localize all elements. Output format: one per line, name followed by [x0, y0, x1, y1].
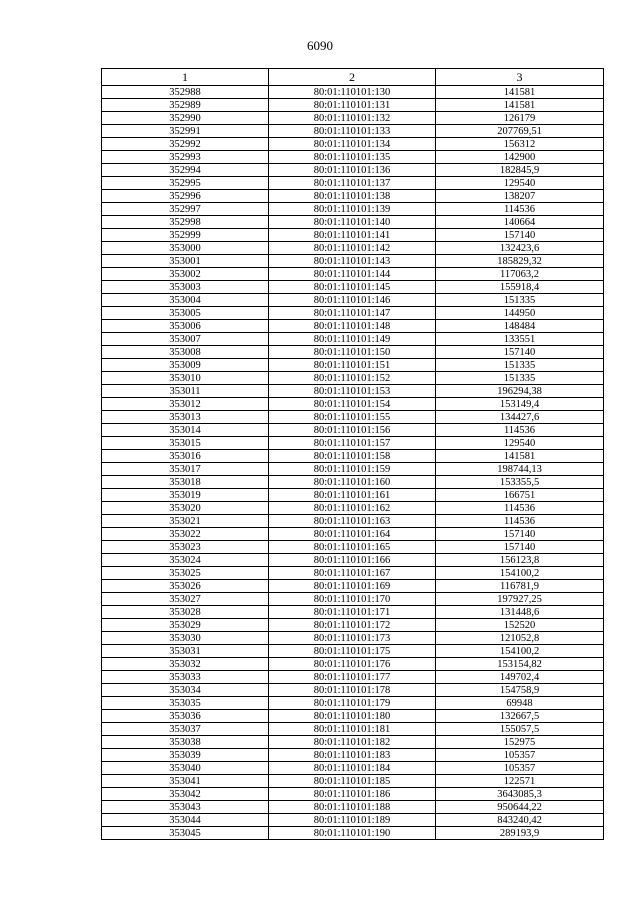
value-cell: 149702,4	[436, 671, 604, 684]
value-cell: 185829,32	[436, 255, 604, 268]
table-row	[102, 476, 604, 489]
table-row	[102, 645, 604, 658]
column-header-2: 2	[269, 69, 436, 86]
table-row	[102, 736, 604, 749]
table-row	[102, 463, 604, 476]
table-row	[102, 372, 604, 385]
value-cell: 196294,38	[436, 385, 604, 398]
record-number-cell: 353039	[102, 749, 269, 762]
cadastral-number-cell: 80:01:110101:137	[269, 177, 436, 190]
table-row	[102, 138, 604, 151]
cadastral-number-cell: 80:01:110101:185	[269, 775, 436, 788]
cadastral-number-cell: 80:01:110101:145	[269, 281, 436, 294]
record-number-cell: 353035	[102, 697, 269, 710]
cadastral-number-cell: 80:01:110101:157	[269, 437, 436, 450]
record-number-cell: 353014	[102, 424, 269, 437]
record-number-cell: 353034	[102, 684, 269, 697]
column-header-1: 1	[102, 69, 269, 86]
value-cell: 155918,4	[436, 281, 604, 294]
value-cell: 207769,51	[436, 125, 604, 138]
record-number-cell: 353037	[102, 723, 269, 736]
value-cell: 142900	[436, 151, 604, 164]
value-cell: 141581	[436, 450, 604, 463]
cadastral-number-cell: 80:01:110101:144	[269, 268, 436, 281]
cadastral-number-cell: 80:01:110101:130	[269, 86, 436, 99]
record-number-cell: 352995	[102, 177, 269, 190]
record-number-cell: 353000	[102, 242, 269, 255]
record-number-cell: 352990	[102, 112, 269, 125]
value-cell: 198744,13	[436, 463, 604, 476]
record-number-cell: 352998	[102, 216, 269, 229]
table-row	[102, 125, 604, 138]
table-row	[102, 177, 604, 190]
value-cell: 141581	[436, 99, 604, 112]
value-cell: 121052,8	[436, 632, 604, 645]
cadastral-number-cell: 80:01:110101:138	[269, 190, 436, 203]
cadastral-number-cell: 80:01:110101:163	[269, 515, 436, 528]
table-row	[102, 684, 604, 697]
table-row	[102, 814, 604, 827]
record-number-cell: 353033	[102, 671, 269, 684]
record-number-cell: 353042	[102, 788, 269, 801]
cadastral-number-cell: 80:01:110101:159	[269, 463, 436, 476]
record-number-cell: 353011	[102, 385, 269, 398]
table-row	[102, 528, 604, 541]
cadastral-number-cell: 80:01:110101:136	[269, 164, 436, 177]
cadastral-number-cell: 80:01:110101:171	[269, 606, 436, 619]
record-number-cell: 353036	[102, 710, 269, 723]
record-number-cell: 352988	[102, 86, 269, 99]
record-number-cell: 353029	[102, 619, 269, 632]
table-row	[102, 710, 604, 723]
value-cell: 152975	[436, 736, 604, 749]
cadastral-number-cell: 80:01:110101:149	[269, 333, 436, 346]
cadastral-number-cell: 80:01:110101:142	[269, 242, 436, 255]
cadastral-number-cell: 80:01:110101:156	[269, 424, 436, 437]
table-row	[102, 333, 604, 346]
table-header-row	[102, 69, 604, 86]
value-cell: 157140	[436, 229, 604, 242]
record-number-cell: 353002	[102, 268, 269, 281]
table-row	[102, 151, 604, 164]
value-cell: 122571	[436, 775, 604, 788]
cadastral-number-cell: 80:01:110101:150	[269, 346, 436, 359]
value-cell: 154758,9	[436, 684, 604, 697]
table-row	[102, 112, 604, 125]
record-number-cell: 353005	[102, 307, 269, 320]
cadastral-number-cell: 80:01:110101:170	[269, 593, 436, 606]
cadastral-number-cell: 80:01:110101:146	[269, 294, 436, 307]
record-number-cell: 353010	[102, 372, 269, 385]
cadastral-number-cell: 80:01:110101:135	[269, 151, 436, 164]
cadastral-number-cell: 80:01:110101:148	[269, 320, 436, 333]
value-cell: 129540	[436, 177, 604, 190]
cadastral-number-cell: 80:01:110101:186	[269, 788, 436, 801]
value-cell: 151335	[436, 359, 604, 372]
value-cell: 154100,2	[436, 567, 604, 580]
record-number-cell: 352997	[102, 203, 269, 216]
record-number-cell: 353016	[102, 450, 269, 463]
table-row	[102, 255, 604, 268]
value-cell: 105357	[436, 749, 604, 762]
table-row	[102, 502, 604, 515]
cadastral-number-cell: 80:01:110101:134	[269, 138, 436, 151]
value-cell: 132667,5	[436, 710, 604, 723]
record-number-cell: 353021	[102, 515, 269, 528]
record-number-cell: 352989	[102, 99, 269, 112]
cadastral-number-cell: 80:01:110101:153	[269, 385, 436, 398]
page-number: 6090	[307, 38, 333, 53]
value-cell: 117063,2	[436, 268, 604, 281]
value-cell: 148484	[436, 320, 604, 333]
column-header-3: 3	[436, 69, 604, 86]
table-row	[102, 619, 604, 632]
value-cell: 114536	[436, 203, 604, 216]
record-number-cell: 353020	[102, 502, 269, 515]
value-cell: 69948	[436, 697, 604, 710]
record-number-cell: 353015	[102, 437, 269, 450]
table-row	[102, 801, 604, 814]
cadastral-number-cell: 80:01:110101:190	[269, 827, 436, 840]
cadastral-number-cell: 80:01:110101:183	[269, 749, 436, 762]
value-cell: 105357	[436, 762, 604, 775]
table-row	[102, 164, 604, 177]
table-row	[102, 411, 604, 424]
table-row	[102, 554, 604, 567]
registry-table	[101, 68, 604, 840]
record-number-cell: 353028	[102, 606, 269, 619]
value-cell: 182845,9	[436, 164, 604, 177]
record-number-cell: 353038	[102, 736, 269, 749]
table-row	[102, 541, 604, 554]
cadastral-number-cell: 80:01:110101:162	[269, 502, 436, 515]
table-row	[102, 593, 604, 606]
cadastral-number-cell: 80:01:110101:175	[269, 645, 436, 658]
table-row	[102, 671, 604, 684]
value-cell: 126179	[436, 112, 604, 125]
value-cell: 116781,9	[436, 580, 604, 593]
table-row	[102, 203, 604, 216]
cadastral-number-cell: 80:01:110101:132	[269, 112, 436, 125]
table-row	[102, 606, 604, 619]
table-row	[102, 294, 604, 307]
record-number-cell: 353013	[102, 411, 269, 424]
value-cell: 155057,5	[436, 723, 604, 736]
record-number-cell: 353018	[102, 476, 269, 489]
cadastral-number-cell: 80:01:110101:179	[269, 697, 436, 710]
record-number-cell: 353045	[102, 827, 269, 840]
table-row	[102, 229, 604, 242]
cadastral-number-cell: 80:01:110101:141	[269, 229, 436, 242]
cadastral-number-cell: 80:01:110101:131	[269, 99, 436, 112]
value-cell: 138207	[436, 190, 604, 203]
value-cell: 131448,6	[436, 606, 604, 619]
table-row	[102, 450, 604, 463]
cadastral-number-cell: 80:01:110101:178	[269, 684, 436, 697]
record-number-cell: 352994	[102, 164, 269, 177]
value-cell: 152520	[436, 619, 604, 632]
cadastral-number-cell: 80:01:110101:160	[269, 476, 436, 489]
table-row	[102, 242, 604, 255]
cadastral-number-cell: 80:01:110101:188	[269, 801, 436, 814]
record-number-cell: 352996	[102, 190, 269, 203]
record-number-cell: 353007	[102, 333, 269, 346]
value-cell: 151335	[436, 294, 604, 307]
table-row	[102, 86, 604, 99]
table-row	[102, 437, 604, 450]
value-cell: 132423,6	[436, 242, 604, 255]
cadastral-number-cell: 80:01:110101:182	[269, 736, 436, 749]
record-number-cell: 353044	[102, 814, 269, 827]
value-cell: 134427,6	[436, 411, 604, 424]
cadastral-number-cell: 80:01:110101:161	[269, 489, 436, 502]
record-number-cell: 352999	[102, 229, 269, 242]
table-row	[102, 268, 604, 281]
value-cell: 166751	[436, 489, 604, 502]
record-number-cell: 353006	[102, 320, 269, 333]
table-row	[102, 749, 604, 762]
record-number-cell: 353025	[102, 567, 269, 580]
cadastral-number-cell: 80:01:110101:176	[269, 658, 436, 671]
cadastral-number-cell: 80:01:110101:140	[269, 216, 436, 229]
value-cell: 144950	[436, 307, 604, 320]
table-row	[102, 346, 604, 359]
record-number-cell: 353043	[102, 801, 269, 814]
cadastral-number-cell: 80:01:110101:147	[269, 307, 436, 320]
cadastral-number-cell: 80:01:110101:184	[269, 762, 436, 775]
table-row	[102, 697, 604, 710]
value-cell: 153154,82	[436, 658, 604, 671]
table-row	[102, 320, 604, 333]
record-number-cell: 353032	[102, 658, 269, 671]
value-cell: 156123,8	[436, 554, 604, 567]
value-cell: 157140	[436, 528, 604, 541]
record-number-cell: 353027	[102, 593, 269, 606]
table-row	[102, 216, 604, 229]
table-row	[102, 788, 604, 801]
record-number-cell: 353024	[102, 554, 269, 567]
value-cell: 151335	[436, 372, 604, 385]
cadastral-number-cell: 80:01:110101:133	[269, 125, 436, 138]
table-row	[102, 281, 604, 294]
cadastral-number-cell: 80:01:110101:166	[269, 554, 436, 567]
cadastral-number-cell: 80:01:110101:180	[269, 710, 436, 723]
value-cell: 3643085,3	[436, 788, 604, 801]
value-cell: 157140	[436, 541, 604, 554]
cadastral-number-cell: 80:01:110101:167	[269, 567, 436, 580]
record-number-cell: 353030	[102, 632, 269, 645]
value-cell: 156312	[436, 138, 604, 151]
value-cell: 153355,5	[436, 476, 604, 489]
cadastral-number-cell: 80:01:110101:155	[269, 411, 436, 424]
cadastral-number-cell: 80:01:110101:139	[269, 203, 436, 216]
value-cell: 154100,2	[436, 645, 604, 658]
table-row	[102, 658, 604, 671]
value-cell: 197927,25	[436, 593, 604, 606]
value-cell: 289193,9	[436, 827, 604, 840]
record-number-cell: 353031	[102, 645, 269, 658]
cadastral-number-cell: 80:01:110101:151	[269, 359, 436, 372]
cadastral-number-cell: 80:01:110101:173	[269, 632, 436, 645]
table-row	[102, 515, 604, 528]
value-cell: 141581	[436, 86, 604, 99]
record-number-cell: 353026	[102, 580, 269, 593]
table-row	[102, 775, 604, 788]
record-number-cell: 353004	[102, 294, 269, 307]
table-row	[102, 359, 604, 372]
value-cell: 843240,42	[436, 814, 604, 827]
record-number-cell: 353017	[102, 463, 269, 476]
table-row	[102, 632, 604, 645]
value-cell: 114536	[436, 502, 604, 515]
cadastral-number-cell: 80:01:110101:165	[269, 541, 436, 554]
record-number-cell: 352991	[102, 125, 269, 138]
record-number-cell: 353008	[102, 346, 269, 359]
table-row	[102, 489, 604, 502]
cadastral-number-cell: 80:01:110101:189	[269, 814, 436, 827]
record-number-cell: 353009	[102, 359, 269, 372]
table-row	[102, 385, 604, 398]
record-number-cell: 353001	[102, 255, 269, 268]
value-cell: 140664	[436, 216, 604, 229]
record-number-cell: 353012	[102, 398, 269, 411]
value-cell: 133551	[436, 333, 604, 346]
cadastral-number-cell: 80:01:110101:169	[269, 580, 436, 593]
table-row	[102, 723, 604, 736]
table-row	[102, 398, 604, 411]
value-cell: 114536	[436, 515, 604, 528]
value-cell: 153149,4	[436, 398, 604, 411]
cadastral-number-cell: 80:01:110101:172	[269, 619, 436, 632]
table-row	[102, 99, 604, 112]
record-number-cell: 352993	[102, 151, 269, 164]
cadastral-number-cell: 80:01:110101:164	[269, 528, 436, 541]
record-number-cell: 352992	[102, 138, 269, 151]
table-row	[102, 190, 604, 203]
table-row	[102, 580, 604, 593]
record-number-cell: 353022	[102, 528, 269, 541]
cadastral-number-cell: 80:01:110101:158	[269, 450, 436, 463]
table-row	[102, 567, 604, 580]
value-cell: 114536	[436, 424, 604, 437]
record-number-cell: 353003	[102, 281, 269, 294]
table-body	[102, 86, 604, 840]
table-row	[102, 827, 604, 840]
cadastral-number-cell: 80:01:110101:177	[269, 671, 436, 684]
record-number-cell: 353041	[102, 775, 269, 788]
cadastral-number-cell: 80:01:110101:154	[269, 398, 436, 411]
table-row	[102, 424, 604, 437]
value-cell: 129540	[436, 437, 604, 450]
cadastral-number-cell: 80:01:110101:181	[269, 723, 436, 736]
table-row	[102, 762, 604, 775]
value-cell: 157140	[436, 346, 604, 359]
record-number-cell: 353023	[102, 541, 269, 554]
record-number-cell: 353040	[102, 762, 269, 775]
value-cell: 950644,22	[436, 801, 604, 814]
cadastral-number-cell: 80:01:110101:152	[269, 372, 436, 385]
cadastral-number-cell: 80:01:110101:143	[269, 255, 436, 268]
record-number-cell: 353019	[102, 489, 269, 502]
table-row	[102, 307, 604, 320]
